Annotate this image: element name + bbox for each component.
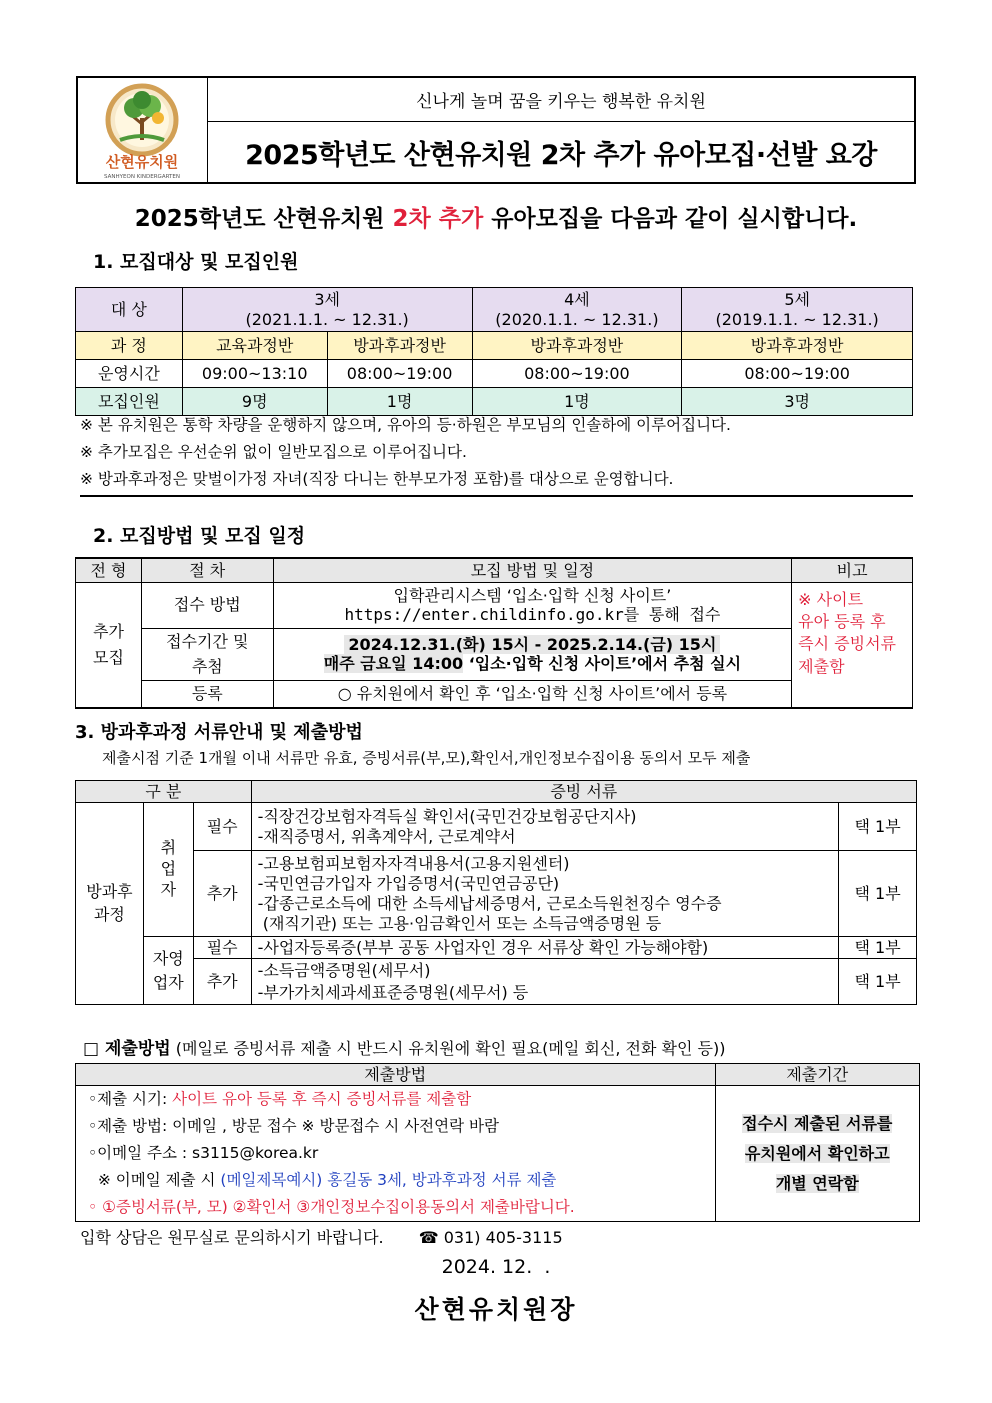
doc-row [76,959,917,1005]
submission-title: □ 제출방법 (메일로 증빙서류 제출 시 반드시 유치원에 확인 필요(메일 회신, 전화 확인 등)) [83,1039,726,1059]
hours-cell: 08:00~19:00 [327,360,472,388]
course-cell: 교육과정반 [182,332,327,360]
count-cell: 1명 [327,388,472,416]
hours-cell: 08:00~19:00 [682,360,913,388]
submission-method-cell: ◦제출 시기: 사이트 유아 등록 후 즉시 증빙서류를 제출함 ◦제출 방법: 이메일 , 방문 접수 ※ 방문접수 시 사전연락 바람 ◦이메일 주소 : s3115@korea.kr ※ 이메일 제출 시 (메일제목예시) 홍길동 3세, 방과후과정 서류 제출 ◦ ①증빙서류(부, 모) ②확인서 ③개인정보수집이용동의서 제출바랍니다. [76,1086,716,1222]
schedule-row [76,628,913,680]
intro-sentence [60,200,932,233]
step-cell: 접수 방법 [141,582,273,628]
header-cell: 전 형 [76,558,142,582]
course-cell: 방과후과정반 [682,332,913,360]
additional-cell: 추가 [193,851,251,937]
note-line: ※ 본 유치원은 통학 차량을 운행하지 않으며, 유아의 등·하원은 부모님의 인솔하에 이루어집니다. [80,416,731,434]
section1-title: 1. 모집대상 및 모집인원 [93,251,299,273]
header-cell: 제출기간 [715,1064,919,1086]
note-line: ※ 추가모집은 우선순위 없이 일반모집으로 이루어집니다. [80,443,467,461]
recruit-table [75,287,913,416]
intro-after: 유아모집을 다음과 같이 실시합니다. [483,206,858,232]
age-3-cell: 3세 (2021.1.1. ~ 12.31.) [182,288,472,332]
age-5-cell: 5세 (2019.1.1. ~ 12.31.) [682,288,913,332]
submission-table [75,1063,920,1222]
logo-sub: SANHYEON KINDERGARTEN [104,174,180,180]
select-cell: 택 1부 [839,937,917,959]
header-cell: 증빙 서류 [251,781,916,803]
signature: 산현유치원장 [414,1295,578,1324]
step-cell: 접수기간 및 추첨 [141,628,273,680]
doc-row [76,937,917,959]
submission-row [76,1086,920,1222]
logo [78,78,208,182]
header-cell: 제출방법 [76,1064,716,1086]
section2-title: 2. 모집방법 및 모집 일정 [93,525,306,547]
additional-cell: 추가 [193,959,251,1005]
select-cell: 택 1부 [839,851,917,937]
required-cell: 필수 [193,937,251,959]
hours-cell: 08:00~19:00 [472,360,682,388]
select-cell: 택 1부 [839,959,917,1005]
documents-table [75,780,917,1005]
row-label: 운영시간 [76,360,183,388]
kindergarten-logo-icon [78,78,206,182]
header-cell: 비고 [792,558,913,582]
submission-header [76,1064,920,1086]
note-line: ※ 방과후과정은 맞벌이가정 자녀(직장 다니는 한부모가정 포함)를 대상으로 운영합니다. [80,470,674,488]
course-cell: 방과후과정반 [472,332,682,360]
hours-row [76,360,913,388]
self-employed-cell: 자영 업자 [143,937,193,1005]
detail-cell: ○ 유치원에서 확인 후 ‘입소·입학 신청 사이트’에서 등록 [273,680,792,708]
doc-list: -직장건강보험자격득실 확인서(국민건강보험공단지사) -재직증명서, 위촉계약서, 근로계약서 [251,803,839,851]
row-label: 과 정 [76,332,183,360]
detail-cell: 입학관리시스템 ‘입소·입학 신청 사이트’ https://enter.childinfo.go.kr를 통해 접수 [273,582,792,628]
select-cell: 택 1부 [839,803,917,851]
required-cell: 필수 [193,803,251,851]
employee-cell: 취 업 자 [143,803,193,937]
target-row [76,288,913,332]
slogan: 신나게 놀며 꿈을 키우는 행복한 유치원 [208,78,914,122]
step-cell: 등록 [141,680,273,708]
submission-period-cell: 접수시 제출된 서류를 유치원에서 확인하고 개별 연락함 [715,1086,919,1222]
documents-header [76,781,917,803]
count-cell: 9명 [182,388,327,416]
course-cell: 방과후과정반 [327,332,472,360]
schedule-header [76,558,913,582]
schedule-row [76,582,913,628]
doc-list: -고용보험피보험자자격내용서(고용지원센터) -국민연금가입자 가입증명서(국민연금공단) -갑종근로소득에 대한 소득세납세증명서, 근로소득원천징수 영수증 (재직기관) 또는 고용·임금확인서 또는 소득금액증명원 등 [251,851,839,937]
remark-cell: ※ 사이트 유아 등록 후 즉시 증빙서류 제출함 [792,582,913,708]
detail-cell: 2024.12.31.(화) 15시 - 2025.2.14.(금) 15시 매주 금요일 14:00 ‘입소·입학 신청 사이트’에서 추첨 실시 [273,628,792,680]
header-box [76,76,916,184]
notes [80,412,913,497]
page-title: 2025학년도 산현유치원 2차 추가 유아모집·선발 요강 [245,139,877,171]
category-cell: 방과후 과정 [76,803,144,1005]
doc-row [76,803,917,851]
count-cell: 3명 [682,388,913,416]
logo-name: 산현유치원 [105,153,179,171]
contact-line [80,1225,563,1248]
intro-before: 2025학년도 산현유치원 [134,206,393,232]
header-cell: 구 분 [76,781,252,803]
row-label: 대 상 [76,288,183,332]
section3-title: 3. 방과후과정 서류안내 및 제출방법 [75,722,363,743]
header-cell: 절 차 [141,558,273,582]
header-cell: 모집 방법 및 일정 [273,558,792,582]
document-date: 2024. 12. . [441,1256,551,1278]
course-row [76,332,913,360]
hours-cell: 09:00~13:10 [182,360,327,388]
section3-subtitle: 제출시점 기준 1개월 이내 서류만 유효, 증빙서류(부,모),확인서,개인정보수집이용 동의서 모두 제출 [102,749,751,767]
age-4-cell: 4세 (2020.1.1. ~ 12.31.) [472,288,682,332]
phone-number: ☎ 031) 405-3115 [418,1228,563,1247]
count-cell: 1명 [472,388,682,416]
type-cell: 추가 모집 [76,582,142,708]
row-label: 모집인원 [76,388,183,416]
intro-highlight: 2차 추가 [392,206,484,232]
doc-list: -소득금액증명원(세무서) -부가가치세과세표준증명원(세무서) 등 [251,959,839,1005]
schedule-table [75,557,913,709]
doc-row [76,851,917,937]
contact-text: 입학 상담은 원무실로 문의하시기 바랍니다. [80,1228,384,1247]
doc-list: -사업자등록증(부부 공동 사업자인 경우 서류상 확인 가능해야함) [251,937,839,959]
schedule-row [76,680,913,708]
